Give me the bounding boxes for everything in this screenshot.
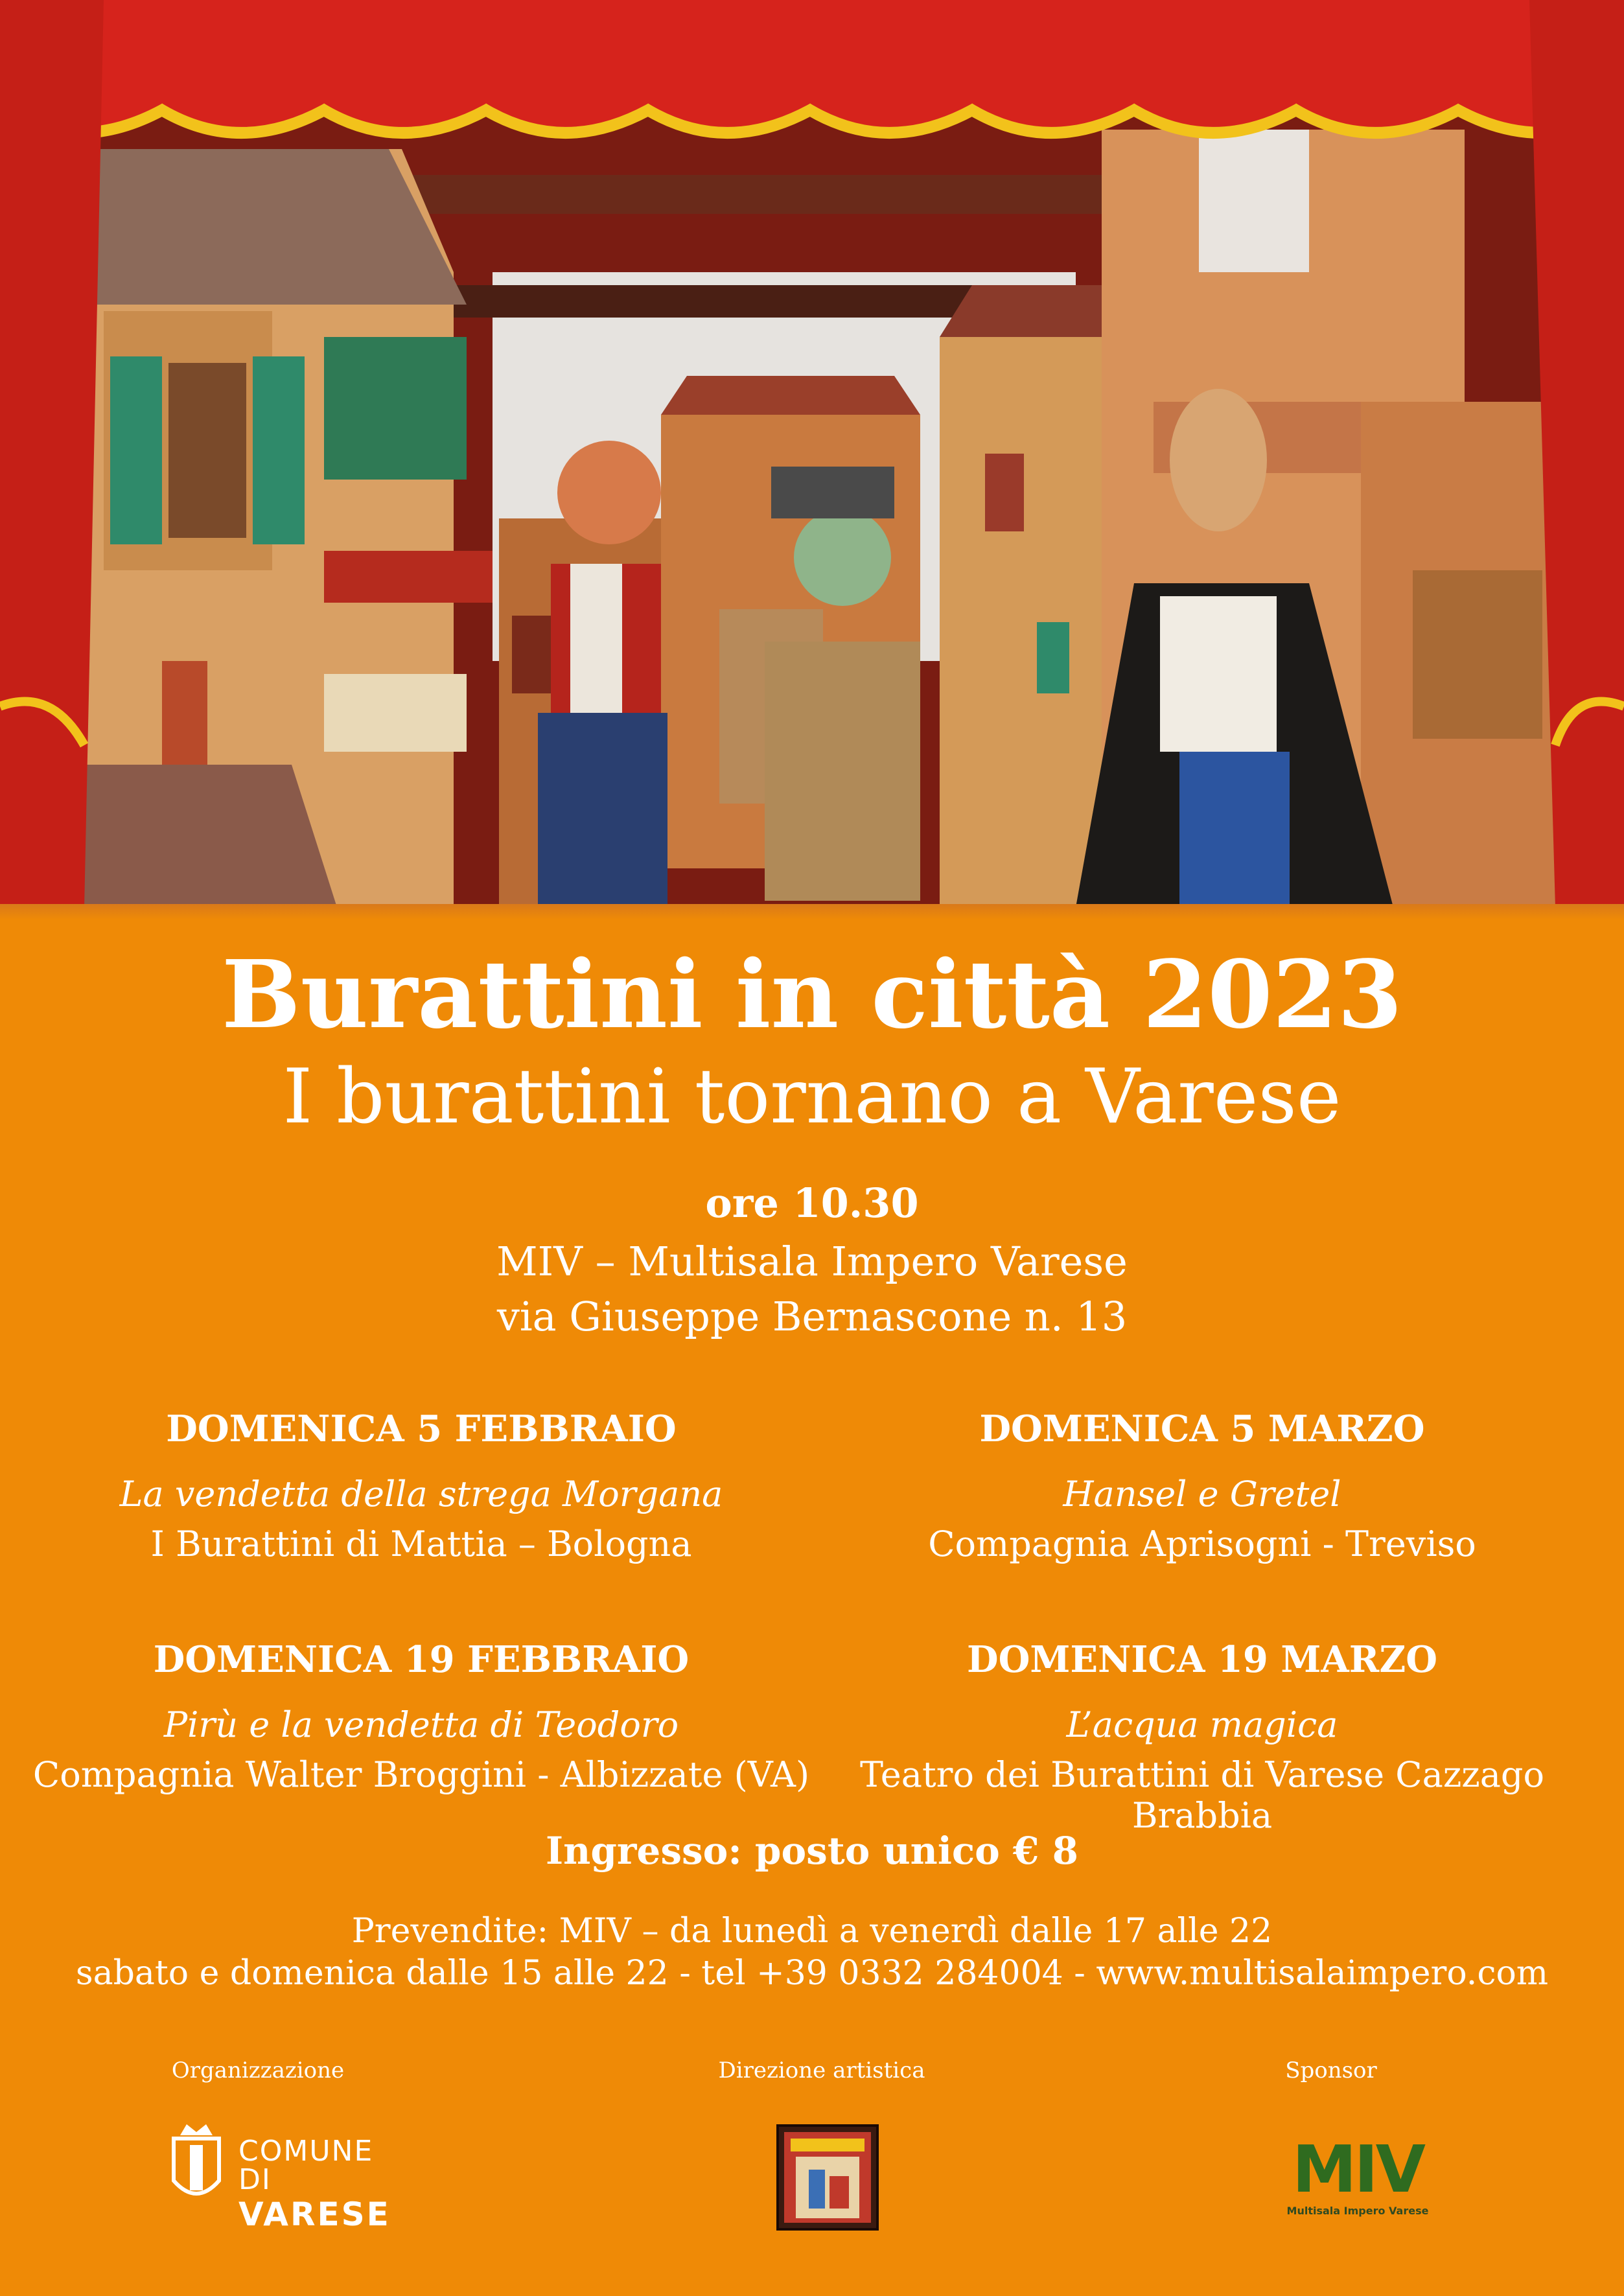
event-venue: MIV – Multisala Impero Varese bbox=[496, 1238, 1128, 1285]
hero-puppet-stage-image bbox=[0, 0, 1624, 907]
sponsor-label: Sponsor bbox=[1285, 2058, 1377, 2083]
hero-bottom-shadow bbox=[0, 904, 1624, 920]
show-day: DOMENICA 5 FEBBRAIO bbox=[166, 1408, 677, 1450]
event-title: Burattini in città 2023 bbox=[221, 940, 1402, 1049]
show-card bbox=[32, 1408, 810, 1564]
show-title: La vendetta della strega Morgana bbox=[119, 1474, 723, 1514]
event-subtitle: I burattini tornano a Varese bbox=[283, 1053, 1341, 1141]
ticket-price: Ingresso: posto unico € 8 bbox=[546, 1829, 1078, 1873]
miv-sponsor-logo bbox=[1251, 2131, 1465, 2225]
event-address: via Giuseppe Bernascone n. 13 bbox=[496, 1293, 1128, 1340]
show-title: Pirù e la vendetta di Teodoro bbox=[163, 1704, 679, 1745]
show-card bbox=[813, 1638, 1591, 1836]
show-card bbox=[813, 1408, 1591, 1564]
artistic-direction-label: Direzione artistica bbox=[718, 2058, 925, 2083]
comune-di-varese-logo bbox=[161, 2119, 394, 2233]
organization-label: Organizzazione bbox=[171, 2058, 345, 2083]
show-title: Hansel e Gretel bbox=[1063, 1474, 1341, 1514]
miv-logo-text: Multisala Impero Varese bbox=[1286, 2205, 1429, 2217]
show-company: I Burattini di Mattia – Bologna bbox=[150, 1524, 692, 1564]
presale-info-line1: Prevendite: MIV – da lunedì a venerdì dalle 17 alle 22 bbox=[351, 1912, 1273, 1951]
miv-logo-mark: MIV bbox=[1292, 2131, 1424, 2207]
show-company: Teatro dei Burattini di Varese Cazzago Brabbia bbox=[859, 1754, 1544, 1836]
show-day: DOMENICA 19 FEBBRAIO bbox=[153, 1638, 690, 1681]
varese-logo-line1: COMUNE DI bbox=[238, 2135, 374, 2196]
show-card bbox=[32, 1638, 810, 1795]
show-title: L’acqua magica bbox=[1066, 1704, 1338, 1745]
show-company: Compagnia Walter Broggini - Albizzate (VA) bbox=[32, 1754, 810, 1795]
teatro-burattini-logo bbox=[776, 2124, 879, 2231]
varese-coat-of-arms-icon bbox=[161, 2119, 232, 2210]
show-day: DOMENICA 19 MARZO bbox=[967, 1638, 1437, 1681]
show-day: DOMENICA 5 MARZO bbox=[979, 1408, 1425, 1450]
varese-logo-line2: VARESE bbox=[238, 2196, 391, 2233]
event-time: ore 10.30 bbox=[705, 1179, 919, 1227]
show-company: Compagnia Aprisogni - Treviso bbox=[928, 1524, 1476, 1564]
presale-info-line2: sabato e domenica dalle 15 alle 22 - tel +39 0332 284004 - www.multisalaimpero.com bbox=[75, 1954, 1549, 1993]
